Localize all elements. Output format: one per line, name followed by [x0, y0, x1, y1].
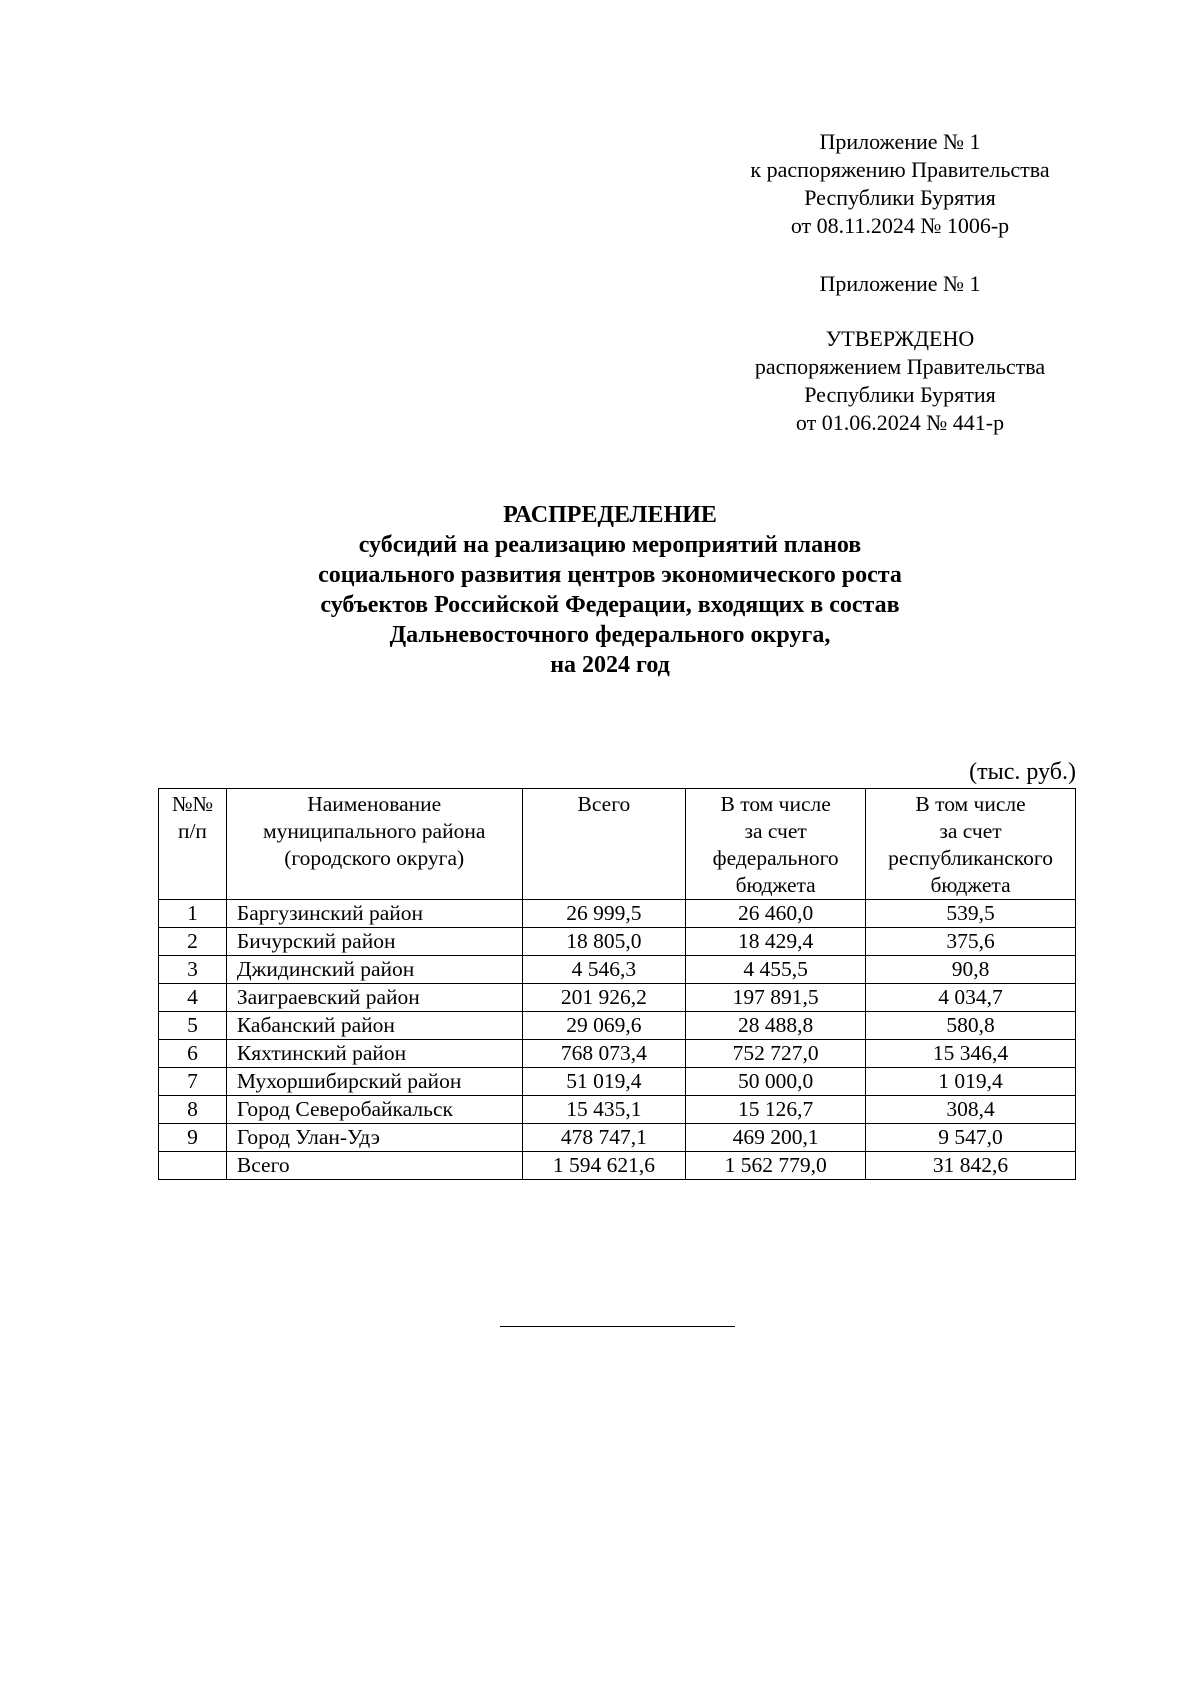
table-row	[159, 1040, 1076, 1068]
annex-line: от 08.11.2024 № 1006-р	[790, 213, 1010, 238]
table-row	[159, 984, 1076, 1012]
cell-name: Кяхтинский район	[226, 1040, 522, 1068]
cell-total: 1 594 621,6	[522, 1152, 686, 1180]
header-republic: В том числе за счет республиканского бюджета	[866, 789, 1076, 900]
cell-total: 29 069,6	[522, 1012, 686, 1040]
cell-total: 51 019,4	[522, 1068, 686, 1096]
cell-total: 768 073,4	[522, 1040, 686, 1068]
cell-federal: 28 488,8	[686, 1012, 866, 1040]
table-row	[159, 1096, 1076, 1124]
table-row	[159, 1068, 1076, 1096]
cell-total: 15 435,1	[522, 1096, 686, 1124]
header-total: Всего	[522, 789, 686, 900]
approved-line: распоряжением Правительства	[754, 354, 1046, 379]
annex-header	[700, 128, 1100, 240]
cell-name: Город Северобайкальск	[226, 1096, 522, 1124]
cell-name: Кабанский район	[226, 1012, 522, 1040]
cell-name: Баргузинский район	[226, 900, 522, 928]
title-line: РАСПРЕДЕЛЕНИЕ	[503, 502, 717, 528]
approval-stamp-block	[700, 325, 1100, 437]
cell-republic: 9 547,0	[866, 1124, 1076, 1152]
table-row	[159, 928, 1076, 956]
cell-name: Джидинский район	[226, 956, 522, 984]
cell-total: 4 546,3	[522, 956, 686, 984]
cell-name: Заиграевский район	[226, 984, 522, 1012]
cell-federal: 1 562 779,0	[686, 1152, 866, 1180]
cell-republic: 15 346,4	[866, 1040, 1076, 1068]
cell-total: 18 805,0	[522, 928, 686, 956]
cell-total: 201 926,2	[522, 984, 686, 1012]
header-num: №№ п/п	[159, 789, 227, 900]
annex-short-line: Приложение № 1	[819, 271, 981, 296]
table-row	[159, 900, 1076, 928]
cell-federal: 18 429,4	[686, 928, 866, 956]
table-row	[159, 1012, 1076, 1040]
cell-republic: 375,6	[866, 928, 1076, 956]
cell-republic: 308,4	[866, 1096, 1076, 1124]
cell-num	[159, 1152, 227, 1180]
title-line: на 2024 год	[550, 652, 670, 678]
cell-name: Город Улан-Удэ	[226, 1124, 522, 1152]
approved-line: Республики Бурятия	[804, 382, 996, 407]
cell-federal: 4 455,5	[686, 956, 866, 984]
cell-federal: 50 000,0	[686, 1068, 866, 1096]
title-line: социального развития центров экономического роста	[318, 562, 902, 588]
cell-republic: 1 019,4	[866, 1068, 1076, 1096]
title-line: Дальневосточного федерального округа,	[389, 622, 831, 648]
cell-name: Бичурский район	[226, 928, 522, 956]
cell-num: 4	[159, 984, 227, 1012]
cell-name: Мухоршибирский район	[226, 1068, 522, 1096]
title-line: субсидий на реализацию мероприятий планов	[358, 532, 862, 558]
units-label: (тыс. руб.)	[969, 759, 1076, 785]
approved-line: УТВЕРЖДЕНО	[825, 326, 975, 351]
cell-num: 9	[159, 1124, 227, 1152]
cell-num: 3	[159, 956, 227, 984]
table-header-row	[159, 789, 1076, 900]
cell-num: 1	[159, 900, 227, 928]
annex-line: Республики Бурятия	[804, 185, 996, 210]
table-row	[159, 1124, 1076, 1152]
cell-name: Всего	[226, 1152, 522, 1180]
cell-federal: 15 126,7	[686, 1096, 866, 1124]
cell-republic: 31 842,6	[866, 1152, 1076, 1180]
cell-republic: 580,8	[866, 1012, 1076, 1040]
cell-federal: 197 891,5	[686, 984, 866, 1012]
cell-num: 6	[159, 1040, 227, 1068]
table-total-row	[159, 1152, 1076, 1180]
cell-num: 5	[159, 1012, 227, 1040]
cell-republic: 539,5	[866, 900, 1076, 928]
cell-num: 7	[159, 1068, 227, 1096]
annex-line: к распоряжению Правительства	[750, 157, 1050, 182]
title-line: субъектов Российской Федерации, входящих в состав	[320, 592, 900, 618]
cell-total: 26 999,5	[522, 900, 686, 928]
cell-republic: 90,8	[866, 956, 1076, 984]
header-federal: В том числе за счет федерального бюджета	[686, 789, 866, 900]
header-name: Наименование муниципального района (городского округа)	[226, 789, 522, 900]
annex-short-header	[700, 270, 1100, 298]
document-title	[180, 500, 1040, 680]
cell-republic: 4 034,7	[866, 984, 1076, 1012]
cell-num: 8	[159, 1096, 227, 1124]
approved-line: от 01.06.2024 № 441-р	[795, 410, 1005, 435]
cell-federal: 752 727,0	[686, 1040, 866, 1068]
cell-federal: 469 200,1	[686, 1124, 866, 1152]
distribution-table	[158, 788, 1076, 1180]
cell-num: 2	[159, 928, 227, 956]
table-row	[159, 956, 1076, 984]
end-separator-line	[500, 1326, 735, 1327]
annex-line: Приложение № 1	[819, 129, 981, 154]
cell-federal: 26 460,0	[686, 900, 866, 928]
cell-total: 478 747,1	[522, 1124, 686, 1152]
